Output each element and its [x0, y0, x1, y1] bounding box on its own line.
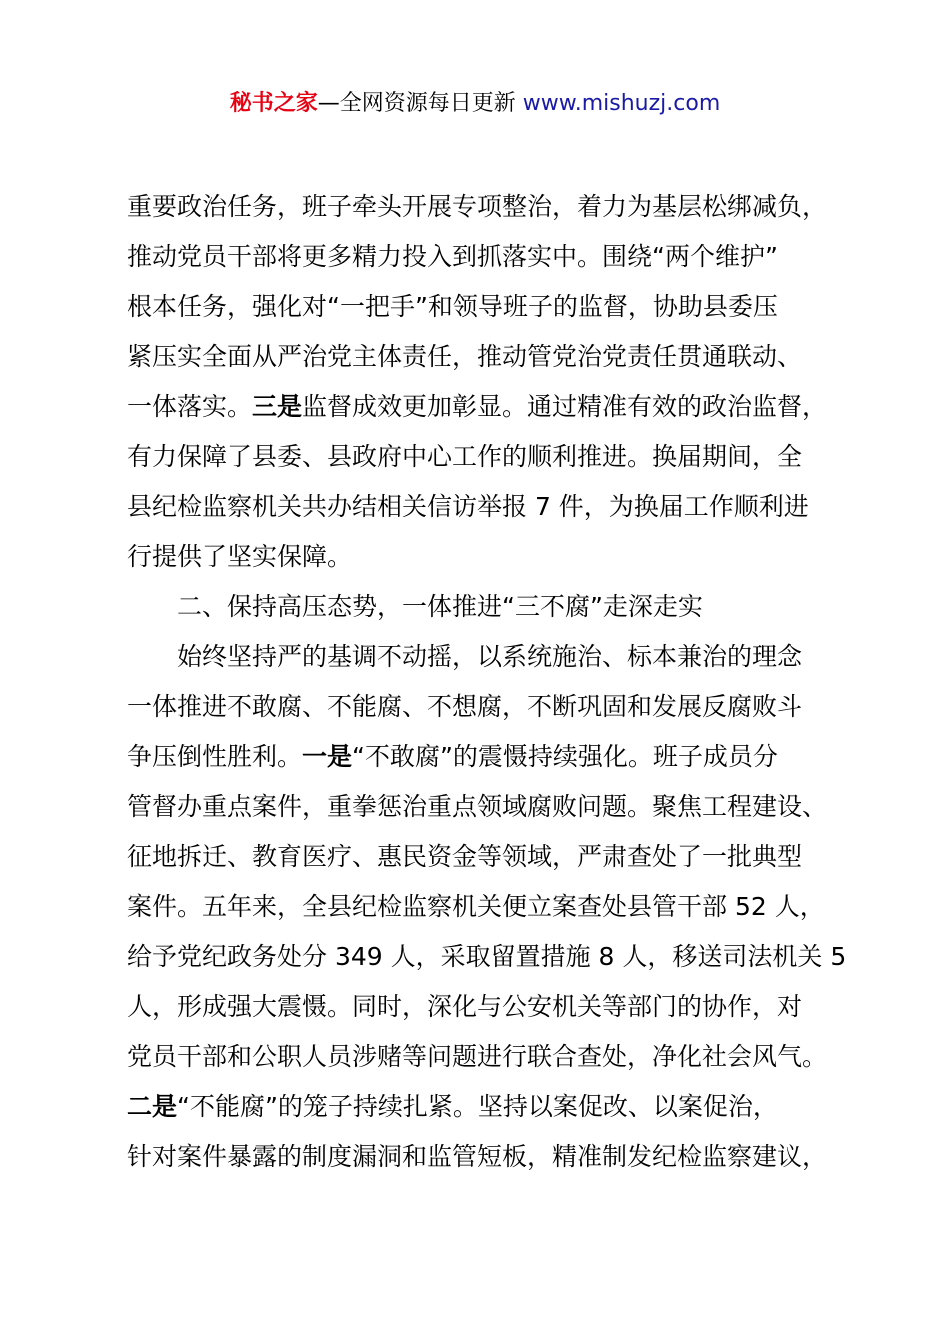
text-line: [127, 1032, 867, 1082]
text-run: 有力保障了县委、县政府中心工作的顺利推进。换届期间，全: [127, 442, 803, 471]
text-run: 给予党纪政务处分 349 人，采取留置措施 8 人，移送司法机关 5: [127, 942, 847, 971]
text-run: 始终坚持严的基调不动摇，以系统施治、标本兼治的理念: [177, 642, 803, 671]
text-line: [127, 1132, 867, 1182]
text-run: 重要政治任务，班子牵头开展专项整治，着力为基层松绑减负，: [127, 192, 828, 221]
text-run: 行提供了坚实保障。: [127, 542, 353, 571]
text-run: 一体推进不敢腐、不能腐、不想腐，不断巩固和发展反腐败斗: [127, 692, 803, 721]
text-line: [127, 1082, 867, 1132]
bold-marker: 三是: [252, 392, 303, 421]
text-run: 根本任务，强化对“一把手”和领导班子的监督，协助县委压: [127, 292, 778, 321]
text-run: “不敢腐”的震慑持续强化。班子成员分: [352, 742, 778, 771]
document-body: [127, 182, 867, 1182]
bold-marker: 二是: [127, 1092, 178, 1121]
heading-text: 二、保持高压态势，一体推进“三不腐”走深走实: [177, 592, 703, 621]
text-line: [127, 882, 867, 932]
site-url[interactable]: www.mishuzj.com: [522, 91, 721, 116]
text-line: [127, 982, 867, 1032]
text-run: 一体落实。: [127, 392, 253, 421]
text-run: 县纪检监察机关共办结相关信访举报 7 件，为换届工作顺利进: [127, 492, 809, 521]
bold-marker: 一是: [302, 742, 353, 771]
text-run: 推动党员干部将更多精力投入到抓落实中。围绕“两个维护”: [127, 242, 778, 271]
site-brand: 秘书之家: [229, 91, 318, 116]
section-heading: [127, 582, 867, 632]
text-run: 征地拆迁、教育医疗、惠民资金等领域，严肃查处了一批典型: [127, 842, 803, 871]
text-run: 党员干部和公职人员涉赌等问题进行联合查处，净化社会风气。: [127, 1042, 828, 1071]
text-run: “不能腐”的笼子持续扎紧。坚持以案促改、以案促治，: [177, 1092, 778, 1121]
text-line: [127, 932, 867, 982]
text-line: [127, 332, 867, 382]
text-line: [127, 782, 867, 832]
text-run: 管督办重点案件，重拳惩治重点领域腐败问题。聚焦工程建设、: [127, 792, 828, 821]
text-run: 针对案件暴露的制度漏洞和监管短板，精准制发纪检监察建议，: [127, 1142, 828, 1171]
text-line: [127, 632, 867, 682]
text-line: [127, 682, 867, 732]
text-run: 人，形成强大震慑。同时，深化与公安机关等部门的协作，对: [127, 992, 803, 1021]
text-line: [127, 482, 867, 532]
text-line: [127, 232, 867, 282]
text-run: 紧压实全面从严治党主体责任，推动管党治党责任贯通联动、: [127, 342, 803, 371]
text-line: [127, 532, 867, 582]
text-run: 争压倒性胜利。: [127, 742, 303, 771]
text-line: [127, 282, 867, 332]
text-line: [127, 182, 867, 232]
text-run: 监督成效更加彰显。通过精准有效的政治监督，: [302, 392, 828, 421]
text-line: [127, 832, 867, 882]
text-line: [127, 732, 867, 782]
text-line: [127, 382, 867, 432]
text-line: [127, 432, 867, 482]
text-run: 案件。五年来，全县纪检监察机关便立案查处县管干部 52 人，: [127, 892, 825, 921]
site-tagline: —全网资源每日更新: [317, 91, 523, 116]
page-header: [0, 86, 950, 122]
